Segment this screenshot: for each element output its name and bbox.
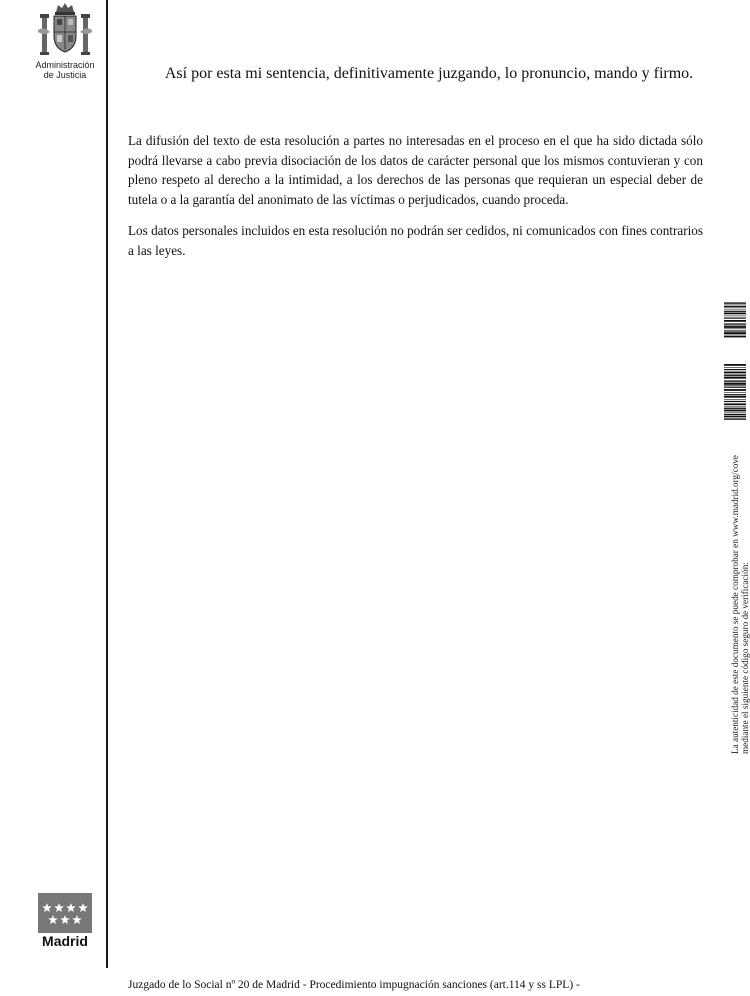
- verification-notice: [730, 434, 750, 754]
- data-transfer-paragraph: Los datos personales incluidos en esta resolución no podrán ser cedidos, ni comunicados con fines contrarios a las leyes.: [128, 223, 703, 258]
- spanish-coat-of-arms-icon: [34, 2, 96, 60]
- admin-label-line2: de Justicia: [43, 70, 87, 80]
- data-protection-paragraph: La difusión del texto de esta resolución a partes no interesadas en el proceso en el que ha sido dictada sólo podrá llevarse a cabo previa disociación de los datos de carácter personal que los mismos contuvieran y con pleno respeto al derecho a la intimidad, a los derechos de las personas que requieran un especial deber de tutela o a la garantía del anonimato de las víctimas o perjudicados, cuando proceda.: [128, 133, 703, 207]
- admin-label-line1: Administración: [35, 60, 95, 70]
- margin-rule: [106, 0, 108, 968]
- barcode-icon: [724, 364, 746, 420]
- comunidad-de-madrid-stars-icon: [38, 893, 92, 933]
- closing-formula: Así por esta mi sentencia, definitivamente juzgando, lo pronuncio, mando y firmo.: [164, 65, 694, 82]
- verification-line-1: La autenticidad de este documento se puede comprobar en www.madrid.org/cove: [730, 455, 740, 754]
- footer-court-reference: Juzgado de lo Social nº 20 de Madrid - Procedimiento impugnación sanciones (art.114 y ss LPL) -: [128, 979, 580, 991]
- barcode-icon: [724, 302, 746, 338]
- madrid-label: Madrid: [42, 933, 88, 949]
- verification-line-2: mediante el siguiente código seguro de verificación:: [740, 562, 750, 754]
- administracion-de-justicia-label: [30, 60, 100, 80]
